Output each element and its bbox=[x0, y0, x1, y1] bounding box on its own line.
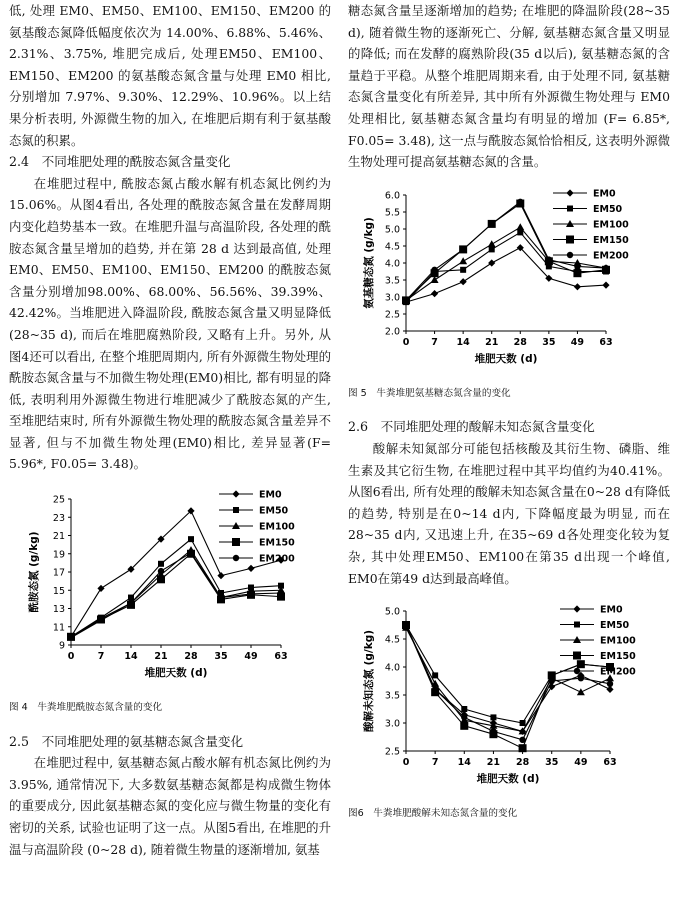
x-axis-title: 堆肥天数 (d) bbox=[144, 667, 208, 680]
legend-label: EM150 bbox=[259, 537, 295, 549]
legend-marker bbox=[232, 538, 240, 546]
x-tick-label: 49 bbox=[574, 757, 588, 769]
legend bbox=[219, 490, 295, 565]
data-point bbox=[577, 688, 585, 695]
data-point bbox=[519, 744, 527, 752]
data-point bbox=[607, 681, 613, 687]
legend-label: EM50 bbox=[600, 620, 630, 632]
x-tick-label: 0 bbox=[402, 336, 410, 348]
y-tick-label: 2.0 bbox=[384, 326, 400, 338]
data-point bbox=[517, 198, 523, 204]
data-point bbox=[247, 565, 254, 572]
y-tick-label: 2.5 bbox=[384, 309, 400, 321]
y-tick-label: 3.5 bbox=[384, 275, 400, 287]
legend bbox=[553, 188, 629, 261]
y-tick-label: 19 bbox=[52, 549, 65, 561]
data-point bbox=[188, 550, 194, 556]
x-tick-label: 21 bbox=[485, 336, 499, 348]
x-tick-label: 0 bbox=[67, 651, 75, 663]
x-tick-label: 35 bbox=[545, 757, 559, 769]
x-tick-label: 14 bbox=[124, 651, 138, 663]
data-point bbox=[519, 737, 525, 743]
y-tick-label: 2.5 bbox=[384, 746, 400, 758]
y-tick-label: 4.0 bbox=[384, 258, 400, 270]
y-tick-label: 25 bbox=[52, 494, 65, 506]
data-point bbox=[188, 536, 194, 542]
y-tick-label: 11 bbox=[52, 622, 65, 634]
y-tick-label: 5.0 bbox=[384, 224, 400, 236]
section-heading-2-5: 2.5 不同堆肥处理的氨基糖态氮含量变化 bbox=[9, 733, 244, 749]
x-tick-label: 63 bbox=[603, 757, 617, 769]
x-tick-label: 21 bbox=[486, 757, 501, 769]
y-tick-label: 15 bbox=[52, 585, 65, 597]
data-point bbox=[158, 561, 164, 567]
data-point bbox=[403, 297, 409, 303]
x-tick-label: 14 bbox=[457, 757, 471, 769]
data-point bbox=[516, 223, 524, 230]
figure-5-caption: 图 5 牛粪堆肥氨基糖态氮含量的变化 bbox=[348, 387, 511, 399]
y-tick-label: 5.5 bbox=[384, 207, 400, 219]
legend-marker bbox=[567, 205, 573, 211]
legend-marker bbox=[567, 252, 573, 258]
data-point bbox=[573, 269, 581, 277]
data-point bbox=[278, 590, 284, 596]
x-tick-label: 0 bbox=[402, 757, 410, 769]
data-point bbox=[461, 706, 467, 712]
x-tick-label: 28 bbox=[184, 651, 198, 663]
data-point bbox=[98, 615, 104, 621]
data-point bbox=[490, 714, 496, 720]
section-heading-2-4: 2.4 不同堆肥处理的酰胺态氮含量变化 bbox=[9, 154, 231, 170]
legend-label: EM0 bbox=[259, 489, 282, 501]
data-point bbox=[432, 686, 438, 692]
figure-6-caption: 图6 牛粪堆肥酸解未知态氮含量的变化 bbox=[348, 808, 518, 820]
x-axis-title: 堆肥天数 (d) bbox=[476, 773, 540, 786]
legend-marker bbox=[573, 605, 580, 612]
y-tick-label: 17 bbox=[52, 567, 65, 579]
x-axis-title: 堆肥天数 (d) bbox=[474, 352, 538, 365]
legend-label: EM50 bbox=[259, 505, 289, 517]
y-tick-label: 5.0 bbox=[384, 606, 400, 618]
data-point bbox=[431, 266, 437, 272]
x-tick-label: 63 bbox=[599, 336, 613, 348]
paragraph-unknown-n: 酸解未知氮部分可能包括核酸及其衍生物、磷脂、维生素及其它衍生物, 在堆肥过程中其平均值约为40.41%。从图6看出, 所有处理的酸解未知态氮含量在0~28 d有降低的趋势, 特别是在0~14 d内, 下降幅度最为明显, 而在28~35 d内, 又迅速上升, 在35~69 d各处理变化较为复杂, 其中处理EM50、EM100在第35 d出现一个峰值, EM0在第49 d达到最高峰值。 bbox=[348, 440, 670, 586]
legend-marker bbox=[574, 622, 580, 628]
legend-label: EM50 bbox=[593, 203, 623, 215]
legend-label: EM100 bbox=[593, 219, 629, 231]
x-tick-label: 7 bbox=[97, 651, 105, 663]
figure-4 bbox=[9, 485, 331, 719]
data-point bbox=[460, 278, 467, 285]
data-point bbox=[520, 720, 526, 726]
x-tick-label: 14 bbox=[456, 336, 470, 348]
legend-label: EM200 bbox=[259, 553, 295, 565]
data-point bbox=[97, 585, 104, 592]
x-tick-label: 28 bbox=[515, 757, 530, 769]
data-point bbox=[602, 281, 609, 288]
y-axis-title: 酰胺态氮 (g/kg) bbox=[28, 531, 40, 613]
data-point bbox=[488, 259, 495, 266]
legend-label: EM150 bbox=[593, 234, 629, 246]
data-point bbox=[461, 714, 467, 720]
y-axis-title: 氨基糖态氮 (g/kg) bbox=[363, 216, 375, 309]
data-point bbox=[574, 283, 581, 290]
x-tick-label: 35 bbox=[214, 651, 228, 663]
data-point bbox=[546, 256, 552, 262]
figure-6-chart bbox=[348, 599, 670, 797]
data-point bbox=[460, 246, 466, 252]
legend-label: EM0 bbox=[593, 188, 616, 200]
y-tick-label: 21 bbox=[52, 531, 65, 543]
data-point bbox=[403, 622, 409, 628]
legend-label: EM100 bbox=[600, 635, 636, 647]
data-point bbox=[460, 722, 468, 730]
legend-label: EM150 bbox=[600, 651, 636, 663]
x-tick-label: 28 bbox=[513, 336, 527, 348]
x-tick-label: 21 bbox=[154, 651, 168, 663]
data-point bbox=[489, 220, 495, 226]
y-tick-label: 3.5 bbox=[384, 690, 400, 702]
legend-marker bbox=[233, 555, 239, 561]
paragraph-amino-sugar-n: 在堆肥过程中, 氨基糖态氮占酸水解有机态氮比例约为 3.95%, 通常情况下, 大多数氨基糖态氮都是构成微生物体的重要成分, 因此氨基糖态氮的变化应与微生物量的变化有密切的关系, 试验也证明了这一点。从图5看出, 在堆肥的升温与高温阶段 (0~28 d), 随着微生物量的逐渐增加, 氨基 bbox=[9, 755, 331, 857]
legend-marker bbox=[566, 235, 574, 243]
legend-marker bbox=[573, 652, 581, 660]
x-tick-label: 49 bbox=[570, 336, 585, 348]
data-point bbox=[549, 678, 555, 684]
y-tick-label: 4.5 bbox=[384, 241, 400, 253]
data-point bbox=[128, 600, 134, 606]
right-column bbox=[348, 0, 670, 825]
y-tick-label: 4.0 bbox=[384, 662, 400, 674]
data-point bbox=[158, 568, 164, 574]
legend-label: EM200 bbox=[593, 250, 629, 262]
figure-5-chart bbox=[348, 183, 670, 375]
data-point bbox=[603, 265, 609, 271]
y-axis-title: 酸解未知态氮 (g/kg) bbox=[363, 630, 375, 733]
x-tick-label: 7 bbox=[431, 757, 439, 769]
series-em200 bbox=[68, 550, 284, 640]
paragraph-amino-sugar-continued: 糖态氮含量呈逐渐增加的趋势; 在堆肥的降温阶段(28~35 d), 随着微生物的逐渐死亡、分解, 氨基糖态氮含量又明显的降低; 而在发酵的腐熟阶段(35 d以后), 氨基糖态氮的含量趋于平稳。从整个堆肥周期来看, 由于处理不同, 氨基糖态氮含量变化有所差异, 其中所有外源微生物处理与 EM0 处理相比, 氨基糖态氮含量均有明显的增加 (F= 6.85*, F0.05= 3.48), 这一点与酰胺态氮恰恰相反, 这表明外源微生物处理可提高氨基糖态氮的含量。 bbox=[348, 3, 670, 170]
data-point bbox=[578, 675, 584, 681]
legend-marker bbox=[566, 189, 573, 196]
paragraph-amino-acid-summary: 低, 处理 EM0、EM50、EM100、EM150、EM200 的氨基酸态氮降低幅度依次为 14.00%、6.88%、5.46%、2.31%、3.75%, 堆肥完成后, 处理EM50、EM100、EM150、EM200 的氨基酸态氮含量与处理 EM0 相比, 分别增加 7.97%、9.30%、12.29%、10.96%。以上结果分析表明, 外源微生物的加入, 在堆肥后期有利于氨基酸态氮的积累。 bbox=[9, 3, 331, 148]
y-tick-label: 6.0 bbox=[384, 190, 400, 202]
y-tick-label: 4.5 bbox=[384, 634, 400, 646]
legend-label: EM100 bbox=[259, 521, 295, 533]
left-column bbox=[9, 0, 331, 860]
data-point bbox=[218, 594, 224, 600]
data-point bbox=[577, 660, 585, 668]
y-tick-label: 9 bbox=[58, 640, 65, 652]
data-point bbox=[574, 263, 580, 269]
legend bbox=[560, 605, 636, 678]
data-point bbox=[217, 572, 224, 579]
y-tick-label: 3.0 bbox=[384, 718, 400, 730]
y-tick-label: 13 bbox=[52, 604, 65, 616]
legend-label: EM200 bbox=[600, 666, 636, 678]
section-heading-2-6: 2.6 不同堆肥处理的酸解未知态氮含量变化 bbox=[348, 419, 595, 435]
legend-marker bbox=[232, 490, 239, 497]
data-point bbox=[488, 240, 496, 247]
data-point bbox=[459, 257, 467, 264]
y-tick-label: 3.0 bbox=[384, 292, 400, 304]
figure-4-caption: 图 4 牛粪堆肥酰胺态氮含量的变化 bbox=[9, 702, 163, 714]
legend-marker bbox=[233, 507, 239, 513]
legend-marker bbox=[574, 668, 580, 674]
figure-4-chart bbox=[9, 485, 331, 691]
y-tick-label: 23 bbox=[52, 512, 65, 524]
data-point bbox=[490, 728, 496, 734]
x-tick-label: 35 bbox=[542, 336, 556, 348]
data-point bbox=[248, 591, 254, 597]
x-tick-label: 49 bbox=[244, 651, 258, 663]
data-point bbox=[431, 290, 438, 297]
data-point bbox=[432, 672, 438, 678]
legend-label: EM0 bbox=[600, 604, 623, 616]
data-point bbox=[68, 634, 74, 640]
figure-6 bbox=[348, 599, 670, 825]
x-tick-label: 63 bbox=[274, 651, 288, 663]
figure-5 bbox=[348, 183, 670, 405]
data-point bbox=[460, 267, 466, 273]
paragraph-amide-n: 在堆肥过程中, 酰胺态氮占酸水解有机态氮比例约为15.06%。从图4看出, 各处理的酰胺态氮含量在发酵周期内变化趋势基本一致。在堆肥升温与高温阶段, 各处理的酰胺态氮含量呈增加的趋势, 并在第 28 d 达到最高值, 处理 EM0、EM50、EM100、EM150、EM200 的酰胺态氮含量分别增加98.00%、68.00%、56.56%、39.39%、42.42%。当堆肥进入降温阶段, 酰胺态氮含量又明显降低(28~35 d), 而后在堆肥腐熟阶段, 又略有上升。另外, 从图4还可以看出, 在整个堆肥周期内, 所有外源微生物处理的酰胺态氮含量与不加微生物处理(EM0)相比, 都有明显的降低, 表明利用外源微生物进行堆肥减少了酰胺态氮的产生, 至堆肥结束时, 所有外源微生物处理的酰胺态氮含量差异不显著, 但与不加微生物处理(EM0)相比, 差异显著(F= 5.96*, F0.05= 3.48)。 bbox=[9, 175, 331, 472]
x-tick-label: 7 bbox=[431, 336, 438, 348]
data-point bbox=[157, 575, 165, 583]
